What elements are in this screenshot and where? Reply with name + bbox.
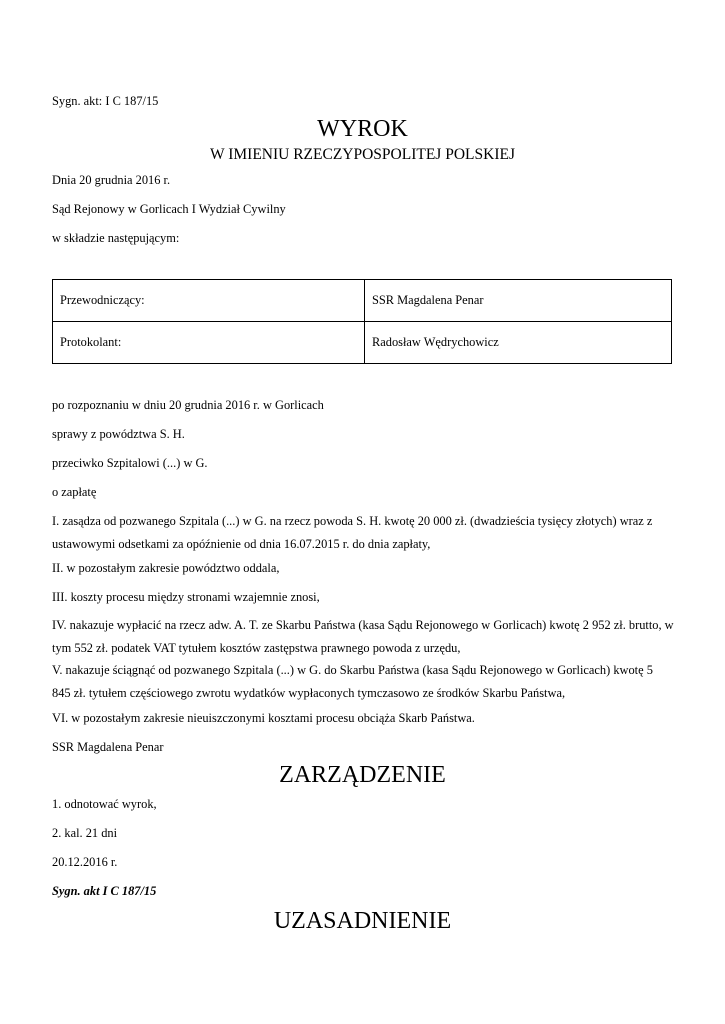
verdict-point: II. w pozostałym zakresie powództwo oddala, [52,561,280,575]
order-item: 1. odnotować wyrok, [52,797,157,811]
table-row [53,322,672,364]
verdict-point: I. zasądza od pozwanego Szpitala (...) w G. na rzecz powoda S. H. kwotę 20 000 zł. (dwadzieścia tysięcy złotych) wraz z ustawowymi odsetkami za opóźnienie od dnia 16.07.2015 r. do dnia zapłaty, [52,514,653,551]
defendant-line: przeciwko Szpitalowi (...) w G. [52,456,208,470]
justification-title: UZASADNIENIE [273,908,452,934]
role-cell: Przewodniczący: [53,280,365,322]
table-row [53,280,672,322]
order-item: 2. kal. 21 dni [52,826,118,840]
justification-signature: Sygn. akt I C 187/15 [52,884,157,898]
name-cell: SSR Magdalena Penar [365,280,672,322]
verdict-point: III. koszty procesu między stronami wzajemnie znosi, [52,590,320,604]
verdict-date: Dnia 20 grudnia 2016 r. [52,173,171,187]
plaintiff-line: sprawy z powództwa S. H. [52,427,185,441]
case-signature: Sygn. akt: I C 187/15 [52,94,159,108]
name-cell: Radosław Wędrychowicz [365,322,672,364]
role-cell: Protokolant: [53,322,365,364]
verdict-subtitle: W IMIENIU RZECZYPOSPOLITEJ POLSKIEJ [210,146,515,163]
verdict-point: IV. nakazuje wypłacić na rzecz adw. A. T. ze Skarbu Państwa (kasa Sądu Rejonowego w Gorlicach) kwotę 2 952 zł. brutto, w tym 552 zł. podatek VAT tytułem kosztów zastępstwa prawnego powoda z urzędu, [52,618,674,655]
verdict-point: V. nakazuje ściągnąć od pozwanego Szpitala (...) w G. do Skarbu Państwa (kasa Sądu Rejonowego w Gorlicach) kwotę 5 845 zł. tytułem częściowego zwrotu wydatków wypłaconych tymczasowo ze środków Skarbu Państwa, [52,663,653,700]
judge-signature: SSR Magdalena Penar [52,740,164,754]
order-date: 20.12.2016 r. [52,855,118,869]
subject-line: o zapłatę [52,485,97,499]
composition-table [52,279,672,364]
order-title: ZARZĄDZENIE [279,762,446,788]
composition-intro: w składzie następującym: [52,231,180,245]
verdict-title: WYROK [317,116,408,142]
hearing-line: po rozpoznaniu w dniu 20 grudnia 2016 r. w Gorlicach [52,398,324,412]
court-name: Sąd Rejonowy w Gorlicach I Wydział Cywilny [52,202,286,216]
verdict-point: VI. w pozostałym zakresie nieuiszczonymi kosztami procesu obciąża Skarb Państwa. [52,711,475,725]
